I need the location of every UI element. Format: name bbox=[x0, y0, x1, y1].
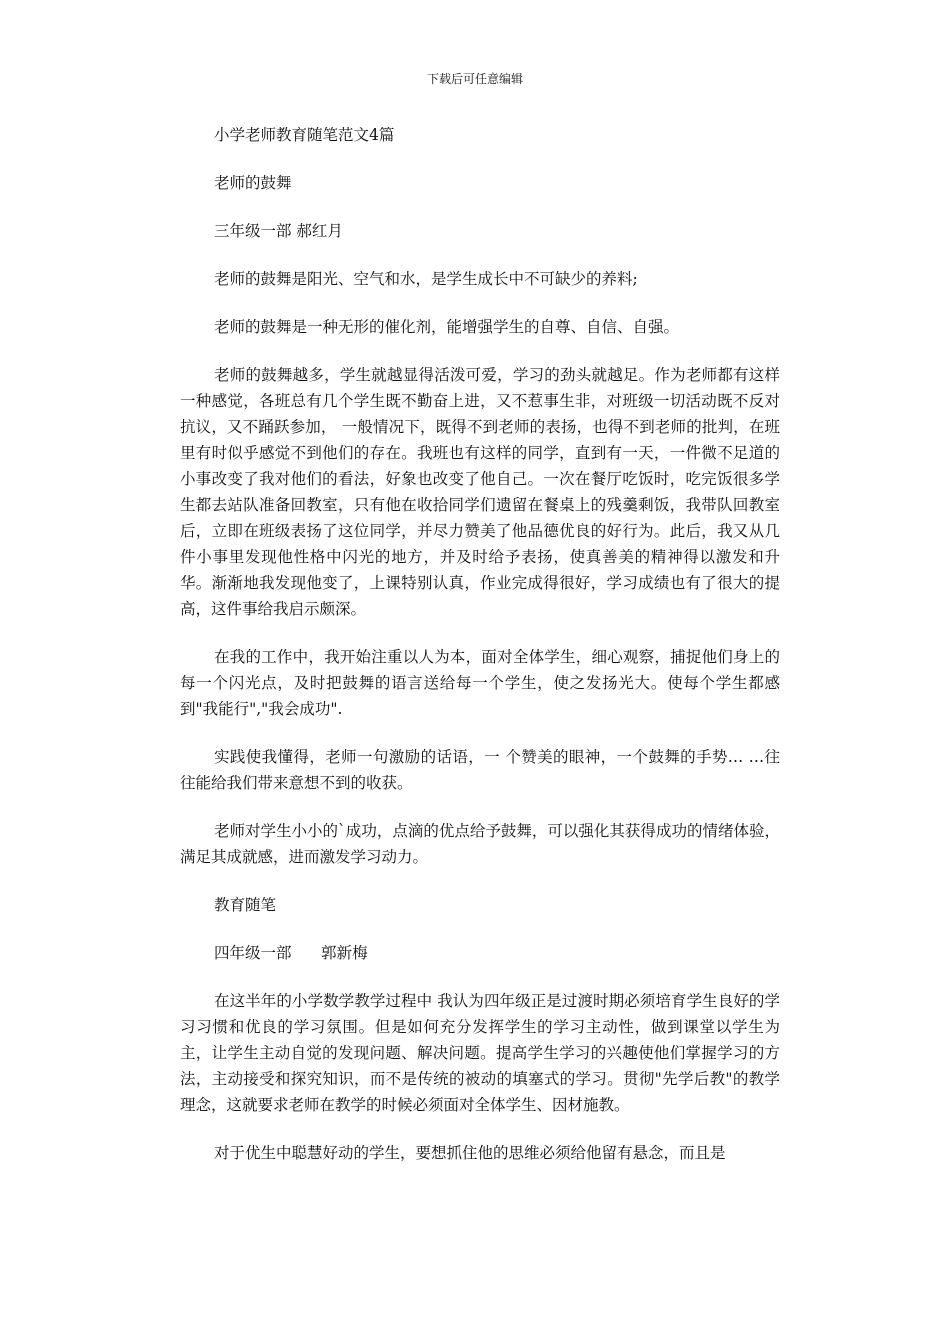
text-line: 老师的鼓舞是一种无形的催化剂，能增强学生的自尊、自信、自强。 bbox=[214, 318, 680, 336]
author-line: 四年级一部 郭新梅 bbox=[214, 944, 368, 962]
page-header: 下载后可任意编辑 bbox=[426, 72, 523, 86]
paragraph: 对于优生中聪慧好动的学生，要想抓住他的思维必须给他留有悬念，而且是 bbox=[214, 1144, 726, 1162]
paragraph: 在我的工作中，我开始注重以人为本，面对全体学生，细心观察，捕捉他们身上的每一个闪光点，及时把鼓舞的语言送给每一个学生，使之发扬光大。使每个学生都感到"我能行","我会成功". bbox=[180, 648, 780, 718]
document-title: 小学老师教育随笔范文4篇 bbox=[214, 126, 395, 144]
paragraph: 在这半年的小学数学教学过程中 我认为四年级正是过渡时期必须培育学生良好的学习习惯和优良的学习氛围。但是如何充分发挥学生的学习主动性，做到课堂以学生为主，让学生主动自觉的发现问题、解决问题。提高学生学习的兴趣使他们掌握学习的方法，主动接受和探究知识，而不是传统的被动的填塞式的学习。贯彻"先学后教"的教学理念，这就要求老师在教学的时候必须面对全体学生、因材施教。 bbox=[180, 992, 780, 1114]
section-heading: 教育随笔 bbox=[214, 896, 277, 914]
paragraph: 实践使我懂得，老师一句激励的话语，一 个赞美的眼神，一个鼓舞的手势… …往往能给我们带来意想不到的收获。 bbox=[180, 748, 780, 792]
author-line: 三年级一部 郝红月 bbox=[214, 222, 343, 240]
section-heading: 老师的鼓舞 bbox=[214, 174, 292, 192]
paragraph: 老师对学生小小的`成功，点滴的优点给予鼓舞，可以强化其获得成功的情绪体验，满足其成就感，进而激发学习动力。 bbox=[180, 822, 780, 866]
text-line: 老师的鼓舞是阳光、空气和水，是学生成长中不可缺少的养料; bbox=[214, 270, 638, 288]
document-body bbox=[180, 122, 780, 1166]
paragraph: 老师的鼓舞越多，学生就越显得活泼可爱，学习的劲头就越足。作为老师都有这样一种感觉，各班总有几个学生既不勤奋上进，又不惹事生非，对班级一切活动既不反对抗议，又不踊跃参加， 一般情况下，既得不到老师的表扬，也得不到老师的批判，在班里有时似乎感觉不到他们的存在。我班也有这样的同学，直到有一天，一件微不足道的小事改变了我对他们的看法，好象也改变了他自己。一次在餐厅吃饭时，吃完饭很多学生都去站队准备回教室，只有他在收拾同学们遗留在餐桌上的残羹剩饭，我带队回教室后，立即在班级表扬了这位同学，并尽力赞美了他品德优良的好行为。此后，我又从几件小事里发现他性格中闪光的地方，并及时给予表扬，使真善美的精神得以激发和升华。渐渐地我发现他变了，上课特别认真，作业完成得很好，学习成绩也有了很大的提高，这件事给我启示颇深。 bbox=[180, 366, 780, 618]
